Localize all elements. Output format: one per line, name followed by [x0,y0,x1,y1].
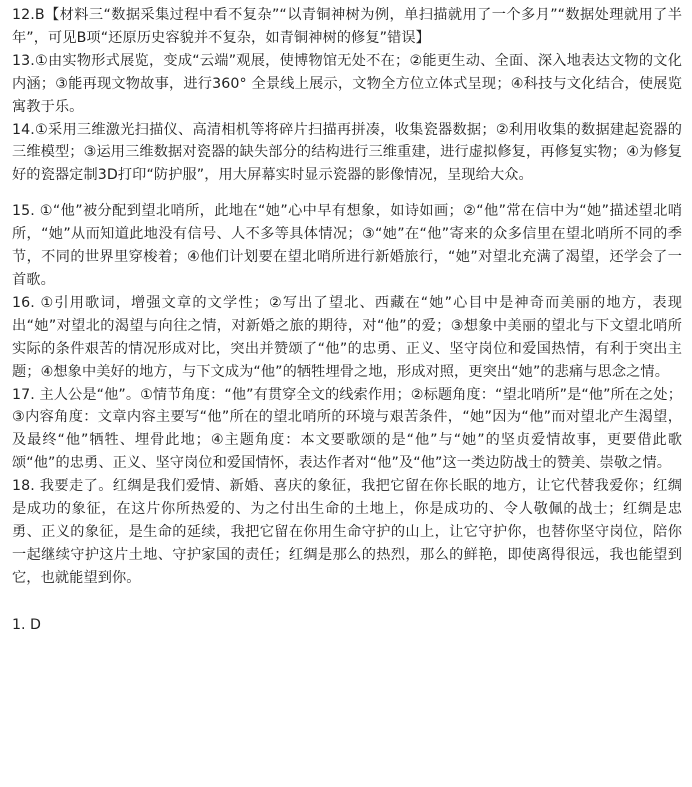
answer-17: 17. 主人公是“他”。①情节角度：“他”有贯穿全文的线索作用；②标题角度：“望北哨所”是“他”所在之处；③内容角度：文章内容主要写“他”所在的望北哨所的环境与艰苦条件，“她”因为“他”而对望北产生渴望，及最终“他”牺牲、埋骨此地；④主题角度：本文要歌颂的是“他”与“她”的坚贞爱情故事，更要借此歌颂“他”的忠勇、正义、坚守岗位和爱国情怀，表达作者对“他”及“他”这一类边防战士的赞美、崇敬之情。 [12,386,682,472]
answer-12: 12.B【材料三“数据采集过程中看不复杂”“以青铜神树为例，单扫描就用了一个多月”“数据处理就用了半年”，可见B项“还原历史容貌并不复杂，如青铜神树的修复”错误】 [12,7,682,46]
answer-15: 15. ①“他”被分配到望北哨所，此地在“她”心中早有想象，如诗如画；②“他”常在信中为“她”描述望北哨所，“她”从而知道此地没有信号、人不多等具体情况；③“她”在“他”寄来的众多信里在望北哨所不同的季节，不同的世界里穿梭着；④他们计划要在望北哨所进行新婚旅行，“她”对望北充满了渴望，还学会了一首歌。 [12,203,682,288]
answer-18: 18. 我要走了。红绸是我们爱情、新婚、喜庆的象征，我把它留在你长眠的地方，让它代替我爱你；红绸是成功的象征，在这片你所热爱的、为之付出生命的土地上，你是成功的、令人敬佩的战士；红绸是忠勇、正义的象征，是生命的延续，我把它留在你用生命守护的山上，让它守护你，也替你坚守岗位，陪你一起继续守护这片土地、守护家国的责任；红绸是那么的热烈，那么的鲜艳，即使离得很远，我也能望到它，也就能望到你。 [12,478,682,586]
answer-1: 1. D [12,616,41,633]
paragraph-spacer [12,187,682,200]
answer-16: 16. ①引用歌词，增强文章的文学性；②写出了望北、西藏在“她”心目中是神奇而美丽的地方，表现出“她”对望北的渴望与向往之情，对新婚之旅的期待，对“他”的爱；③想象中美丽的望北与下文望北哨所实际的条件艰苦的情况形成对比，突出并赞颂了“他”的忠勇、正义、坚守岗位和爱国热情，有利于突出主题；④想象中美好的地方，与下文成为“他”的牺牲埋骨之地，形成对照，更突出“她”的悲痛与思念之情。 [12,294,682,380]
answer-14: 14.①采用三维激光扫描仪、高清相机等将碎片扫描再拼凑，收集瓷器数据；②利用收集的数据建起瓷器的三维模型；③运用三维数据对瓷器的缺失部分的结构进行三维重建，进行虚拟修复，再修复实物；④为修复好的瓷器定制3D打印“防护服”，用大屏幕实时显示瓷器的影像情况，呈现给大众。 [12,121,682,184]
answer-13: 13.①由实物形式展览，变成“云端”观展，使博物馆无处不在；②能更生动、全面、深入地表达文物的文化内涵；③能再现文物故事，进行360° 全景线上展示，文物全方位立体式呈现；④科技与文化结合，使展览寓教于乐。 [12,52,682,115]
section-spacer [12,590,682,614]
